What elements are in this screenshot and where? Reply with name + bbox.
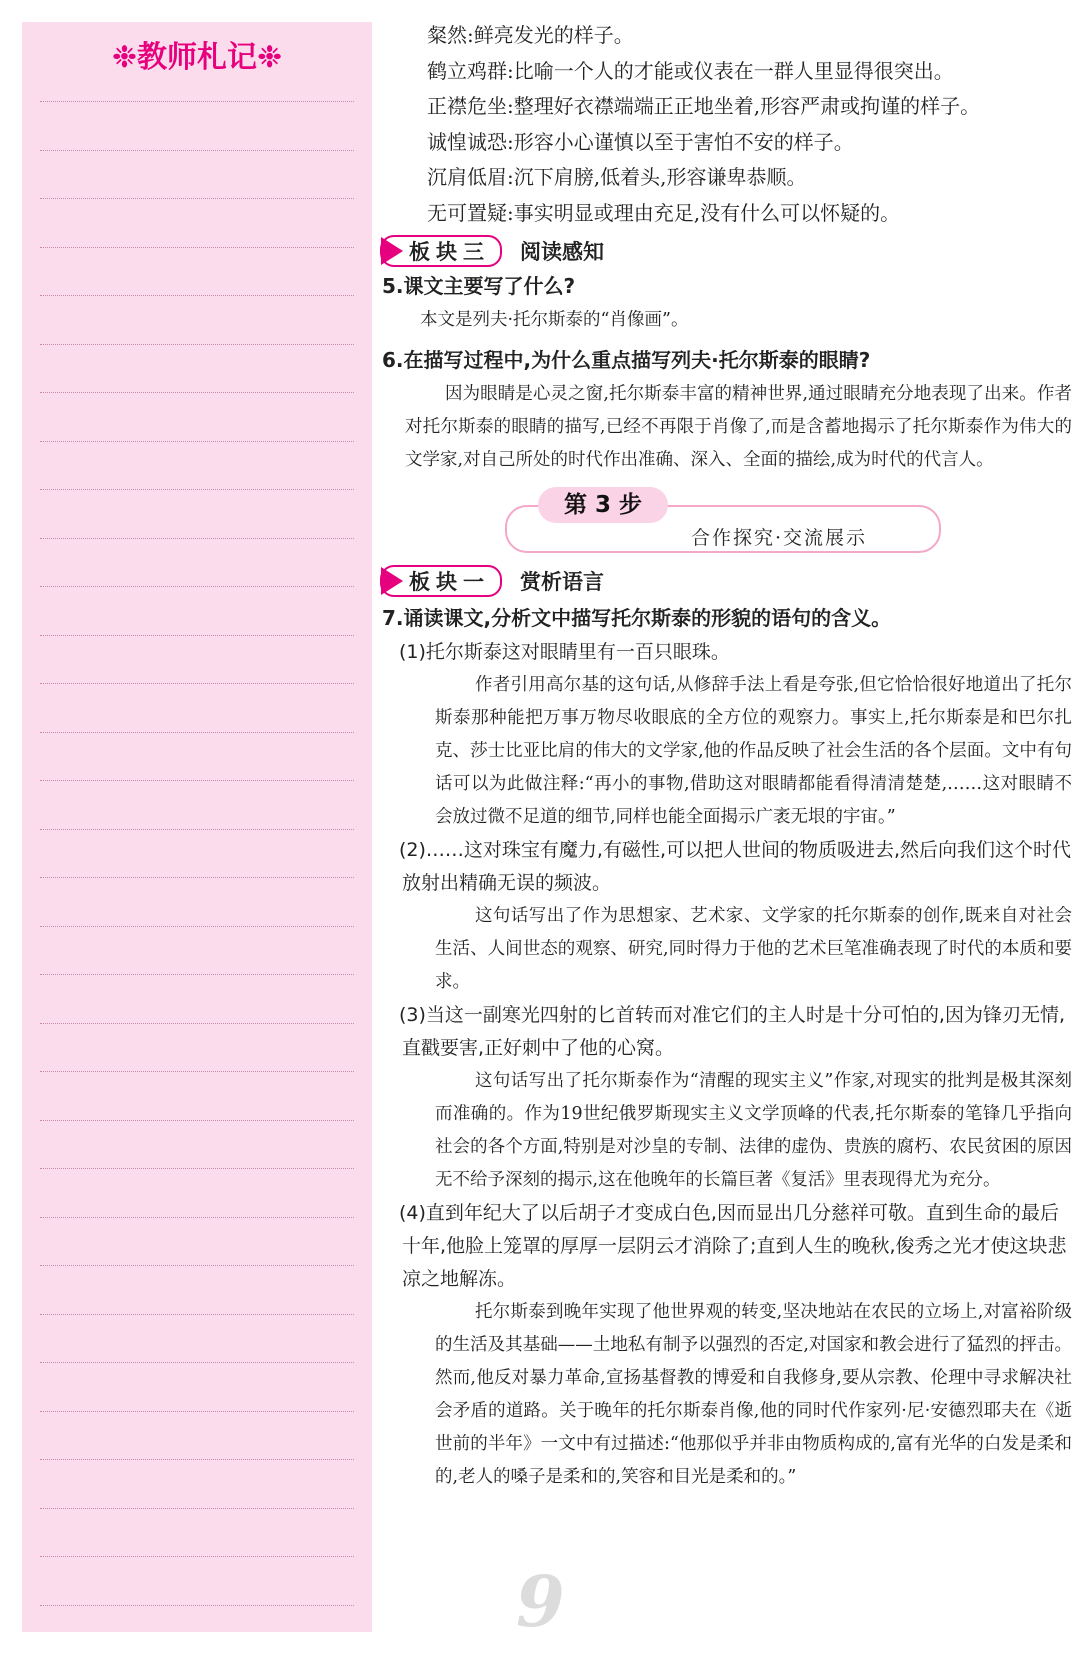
- note-line: [40, 780, 354, 781]
- definition: 粲然:鲜亮发光的样子。: [427, 23, 634, 47]
- note-line: [40, 877, 354, 878]
- note-line: [40, 1508, 354, 1509]
- note-line: [40, 683, 354, 684]
- note-line: [40, 732, 354, 733]
- definition: 鹤立鸡群:比喻一个人的才能或仪表在一群人里显得很突出。: [427, 58, 954, 83]
- note-line: [40, 1168, 354, 1169]
- note-line: [40, 538, 354, 539]
- note-line: [40, 1314, 354, 1315]
- section-badge: 板块三: [380, 235, 502, 267]
- definition: 无可置疑:事实明显或理由充足,没有什么可以怀疑的。: [427, 200, 901, 225]
- sub-answer-3: 这句话写出了托尔斯泰作为“清醒的现实主义”作家,对现实的批判是极其深刻而准确的。作为19世纪俄罗斯现实主义文学顶峰的代表,托尔斯泰的笔锋几乎指向社会的各个方面,特别是对沙皇的专制、法律的虚伪、贵族的腐朽、农民贫困的原因无不给予深刻的揭示,这在他晚年的长篇巨著《复活》里表现得尤为充分。: [435, 1071, 1072, 1190]
- page-number: 9: [516, 1560, 565, 1643]
- definition: 正襟危坐:整理好衣襟端端正正地坐着,形容严肃或拘谨的样子。: [427, 94, 981, 118]
- teacher-notes-panel: [22, 22, 372, 1632]
- question-5: 5.课文主要写了什么?: [382, 274, 576, 298]
- definitions-list: [380, 18, 1072, 231]
- note-line: [40, 1459, 354, 1460]
- note-line: [40, 586, 354, 587]
- step-label: 第 3 步: [538, 487, 668, 523]
- sub-question-4: (4)直到年纪大了以后胡子才变成白色,因而显出几分慈祥可敬。直到生命的最后十年,他脸上笼罩的厚厚一层阴云才消除了;直到人生的晚秋,俊秀之光才使这块悲凉之地解冻。: [399, 1202, 1067, 1290]
- note-line: [40, 1362, 354, 1363]
- note-line: [40, 1556, 354, 1557]
- section-title: 赏析语言: [520, 570, 604, 594]
- answer-5: 本文是列夫·托尔斯泰的“肖像画”。: [420, 310, 689, 330]
- question-6: 6.在描写过程中,为什么重点描写列夫·托尔斯泰的眼睛?: [382, 348, 871, 372]
- note-line: [40, 198, 354, 199]
- sub-answer-1: 作者引用高尔基的这句话,从修辞手法上看是夸张,但它恰恰很好地道出了托尔斯泰那种能把万事万物尽收眼底的全方位的观察力。事实上,托尔斯泰是和巴尔扎克、莎士比亚比肩的伟大的文学家,他的作品反映了社会生活的各个层面。文中有句话可以为此做注释:“再小的事物,借助这对眼睛都能看得清清楚楚,……这对眼睛不会放过微不足道的细节,同样也能全面揭示广袤无垠的宇宙。”: [435, 675, 1072, 827]
- section-header-3: [380, 233, 1072, 269]
- note-line: [40, 344, 354, 345]
- note-line: [40, 1023, 354, 1024]
- note-line: [40, 1605, 354, 1606]
- play-arrow-icon: [381, 237, 403, 265]
- play-arrow-icon: [381, 567, 403, 595]
- note-line: [40, 974, 354, 975]
- section-badge: 板块一: [380, 565, 502, 597]
- definition: 诚惶诚恐:形容小心谨慎以至于害怕不安的样子。: [427, 129, 854, 154]
- answer-6: 因为眼睛是心灵之窗,托尔斯泰丰富的精神世界,通过眼睛充分地表现了出来。作者对托尔斯泰的眼睛的描写,已经不再限于肖像了,而是含蓄地揭示了托尔斯泰作为伟大的文学家,对自己所处的时代作出准确、深入、全面的描绘,成为时代的代言人。: [405, 384, 1072, 470]
- note-line: [40, 392, 354, 393]
- step-subtitle: 合作探究·交流展示: [685, 523, 873, 550]
- note-line: [40, 247, 354, 248]
- note-line: [40, 635, 354, 636]
- note-line: [40, 441, 354, 442]
- sub-answer-2: 这句话写出了作为思想家、艺术家、文学家的托尔斯泰的创作,既来自对社会生活、人间世态的观察、研究,同时得力于他的艺术巨笔准确表现了时代的本质和要求。: [435, 906, 1072, 992]
- note-line: [40, 489, 354, 490]
- note-line: [40, 295, 354, 296]
- note-line: [40, 1120, 354, 1121]
- note-line: [40, 1071, 354, 1072]
- note-line: [40, 1411, 354, 1412]
- section-title: 阅读感知: [520, 240, 604, 264]
- sub-question-3: (3)当这一副寒光四射的匕首转而对准它们的主人时是十分可怕的,因为锋刃无情,直戳要害,正好刺中了他的心窝。: [399, 1004, 1065, 1059]
- section-header-1: [380, 563, 1072, 599]
- note-line: [40, 1217, 354, 1218]
- step-banner: [380, 483, 1072, 553]
- sub-answer-4: 托尔斯泰到晚年实现了他世界观的转变,坚决地站在农民的立场上,对富裕阶级的生活及其基础——土地私有制予以强烈的否定,对国家和教会进行了猛烈的抨击。然而,他反对暴力革命,宣扬基督教的博爱和自我修身,要从宗教、伦理中寻求解决社会矛盾的道路。关于晚年的托尔斯泰肖像,他的同时代作家列·尼·安德烈耶夫在《逝世前的半年》一文中有过描述:“他那似乎并非由物质构成的,富有光华的白发是柔和的,老人的嗓子是柔和的,笑容和目光是柔和的。”: [435, 1302, 1072, 1487]
- main-content: [380, 18, 1072, 1494]
- note-line: [40, 150, 354, 151]
- sub-question-1: (1)托尔斯泰这对眼睛里有一百只眼珠。: [399, 641, 730, 663]
- definition: 沉肩低眉:沉下肩膀,低着头,形容谦卑恭顺。: [427, 165, 807, 189]
- sub-question-2: (2)……这对珠宝有魔力,有磁性,可以把人世间的物质吸进去,然后向我们这个时代放射出精确无误的频波。: [399, 839, 1072, 894]
- note-line: [40, 829, 354, 830]
- question-7: 7.诵读课文,分析文中描写托尔斯泰的形貌的语句的含义。: [382, 606, 892, 630]
- teacher-notes-title: ❉教师札记❉: [111, 40, 283, 75]
- note-line: [40, 926, 354, 927]
- note-line: [40, 101, 354, 102]
- note-lines: [40, 101, 354, 1653]
- note-line: [40, 1265, 354, 1266]
